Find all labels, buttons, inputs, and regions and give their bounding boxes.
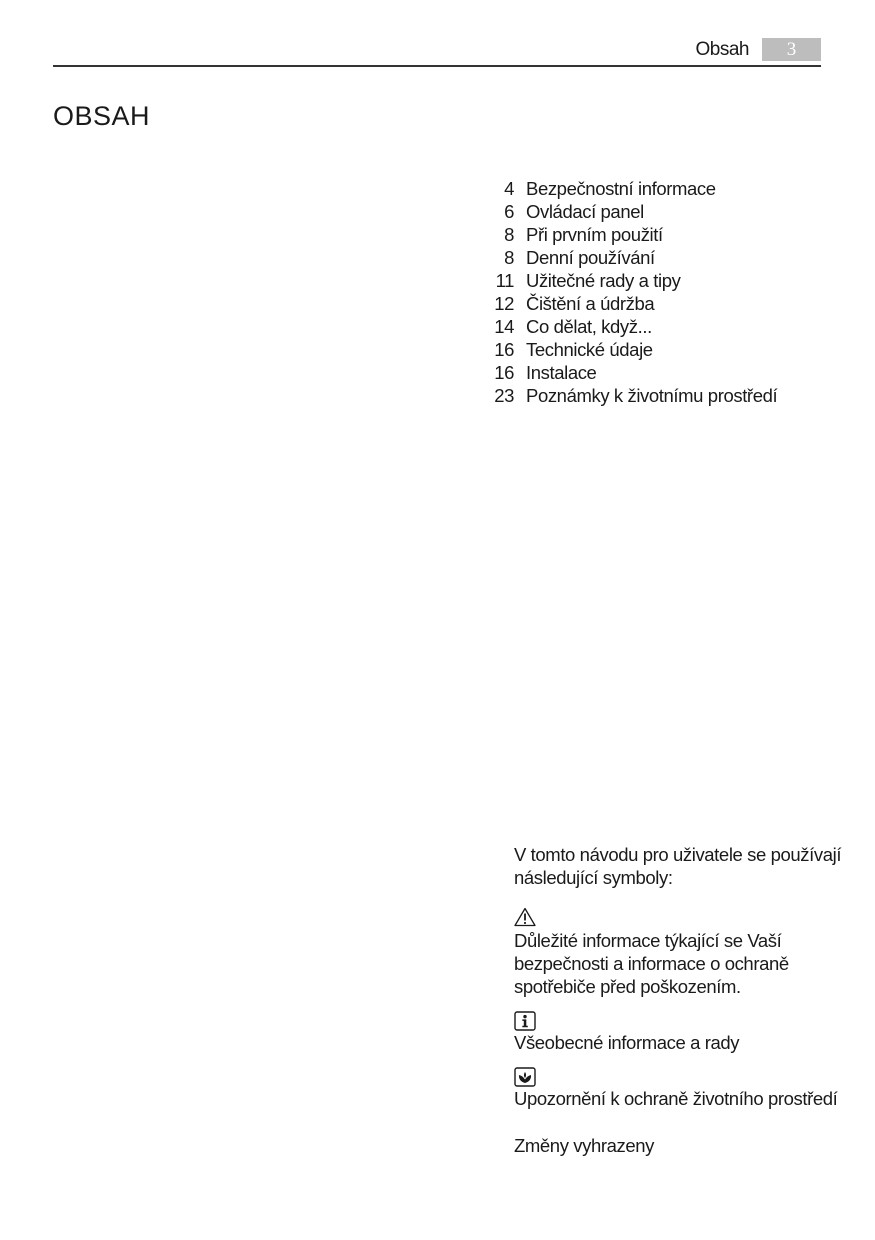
toc-entry[interactable] [484, 384, 777, 407]
legend-info-text: Všeobecné informace a rady [514, 1032, 740, 1053]
toc-title: Bezpečnostní informace [526, 178, 716, 199]
toc-entry[interactable] [484, 269, 777, 292]
legend-environment-text: Upozornění k ochraně životního prostředí [514, 1088, 838, 1109]
legend-item-info [514, 1011, 844, 1054]
toc-page-number: 16 [494, 339, 514, 360]
legend-item-environment [514, 1067, 844, 1110]
warning-triangle-icon [514, 907, 536, 927]
environment-icon [514, 1067, 536, 1087]
toc-entry[interactable] [484, 292, 777, 315]
toc-entry[interactable] [484, 177, 777, 200]
toc-title: Instalace [526, 362, 597, 383]
toc-title: Technické údaje [526, 339, 653, 360]
toc-page-number: 6 [504, 201, 514, 222]
toc-title: Čištění a údržba [526, 293, 655, 314]
changes-reserved-note: Změny vyhrazeny [514, 1135, 654, 1156]
toc-page-number: 4 [504, 178, 514, 199]
toc-title: Při prvním použití [526, 224, 663, 245]
page-title: OBSAH [53, 101, 151, 131]
toc-title: Co dělat, když... [526, 316, 652, 337]
toc-page-number: 8 [504, 247, 514, 268]
toc-title: Denní používání [526, 247, 655, 268]
toc-title: Užitečné rady a tipy [526, 270, 681, 291]
toc-page-number: 11 [495, 270, 514, 291]
toc-page-number: 16 [494, 362, 514, 383]
page-number-badge: 3 [762, 38, 821, 61]
toc-entry[interactable] [484, 338, 777, 361]
legend-item-warning [514, 907, 844, 998]
toc-entry[interactable] [484, 361, 777, 384]
header-section-label: Obsah [695, 39, 749, 60]
header-divider [53, 65, 821, 67]
toc-entry[interactable] [484, 246, 777, 269]
toc-entry[interactable] [484, 200, 777, 223]
symbol-legend [514, 843, 844, 1157]
info-icon [514, 1011, 536, 1031]
toc-page-number: 8 [504, 224, 514, 245]
toc-title: Ovládací panel [526, 201, 644, 222]
legend-warning-text: Důležité informace týkající se Vaší bezpečnosti a informace o ochraně spotřebiče před poškozením. [514, 930, 789, 997]
toc-entry[interactable] [484, 315, 777, 338]
legend-intro: V tomto návodu pro uživatele se používají následující symboly: [514, 844, 842, 888]
toc-title: Poznámky k životnímu prostředí [526, 385, 778, 406]
toc-page-number: 12 [494, 293, 514, 314]
table-of-contents [484, 177, 777, 407]
toc-page-number: 23 [494, 385, 514, 406]
toc-entry[interactable] [484, 223, 777, 246]
toc-page-number: 14 [494, 316, 514, 337]
